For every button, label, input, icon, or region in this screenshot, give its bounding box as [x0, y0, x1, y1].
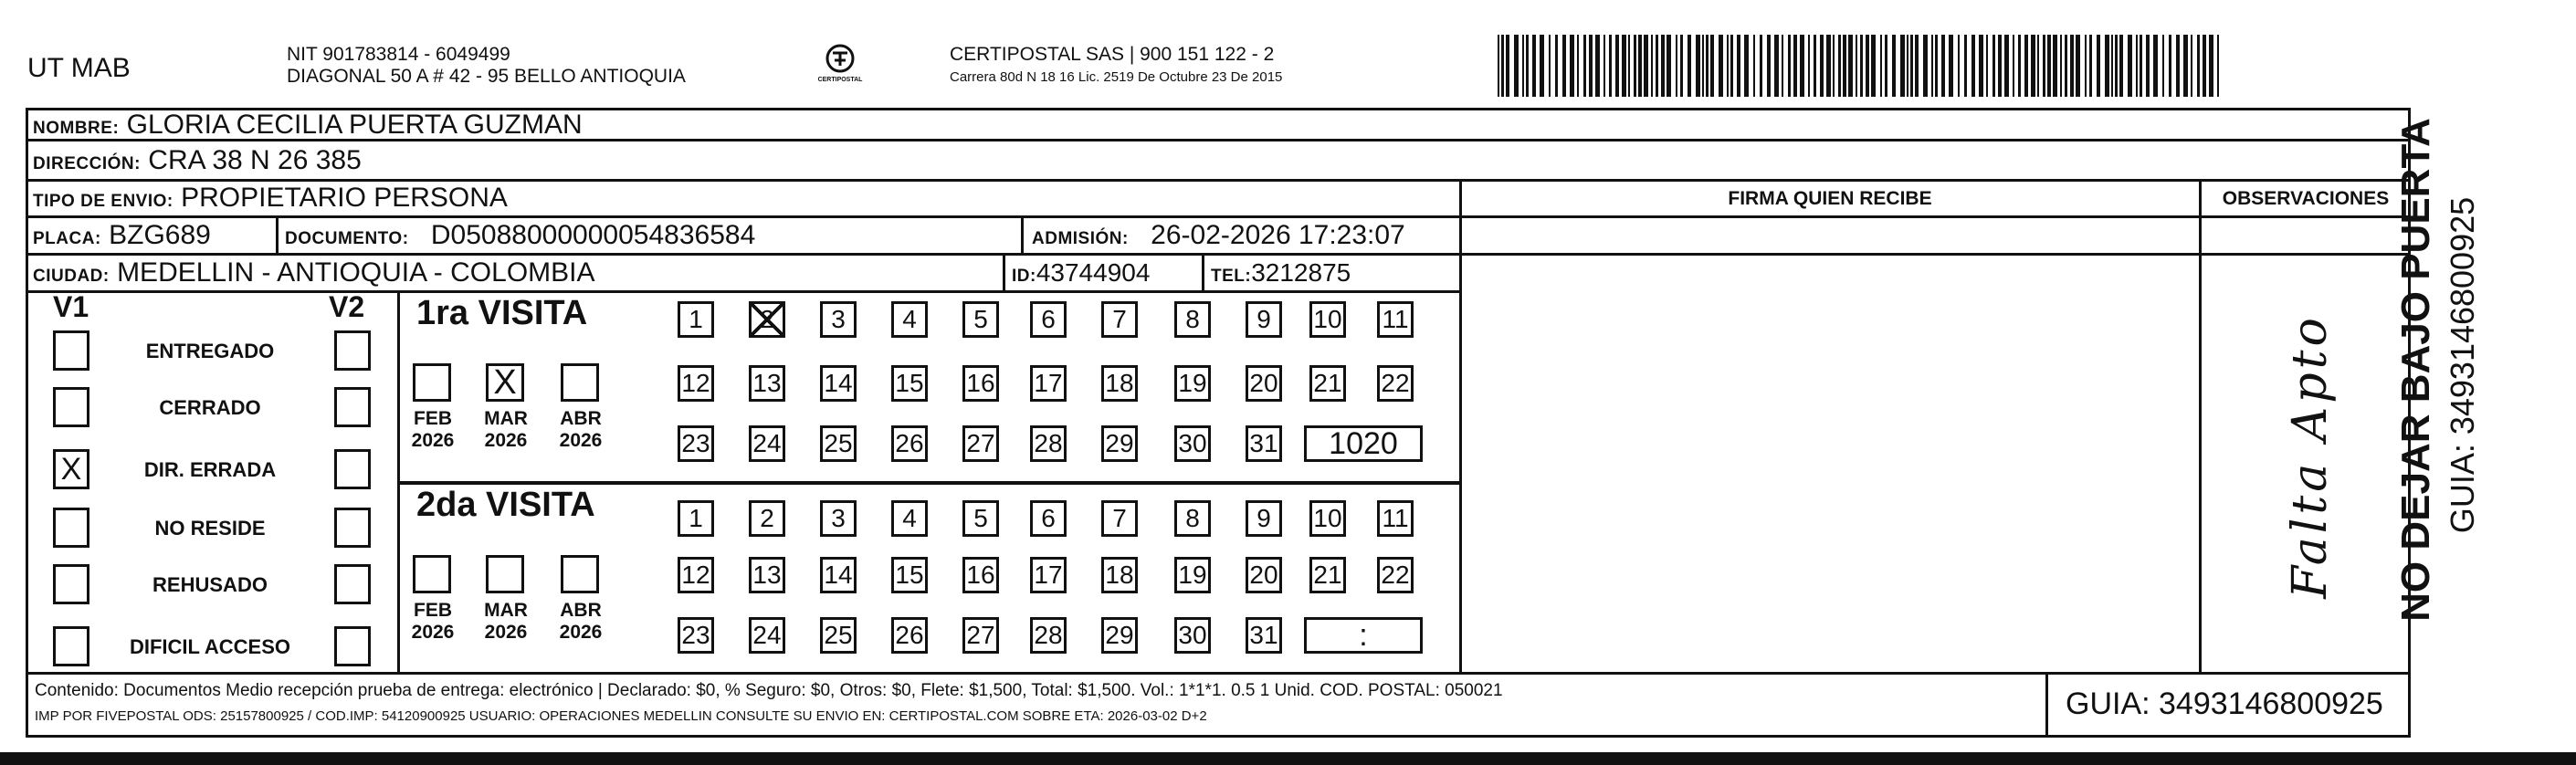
- barcode-bar: [1634, 35, 1636, 97]
- status-v1-checkbox[interactable]: [53, 330, 89, 371]
- day-box[interactable]: 30: [1174, 425, 1211, 462]
- day-box[interactable]: 23: [678, 425, 714, 462]
- day-box[interactable]: 20: [1246, 365, 1282, 402]
- barcode-bar: [2183, 35, 2188, 97]
- day-box[interactable]: 11: [1377, 301, 1414, 338]
- barcode-bar: [1522, 35, 1524, 97]
- day-box[interactable]: 9: [1246, 500, 1282, 537]
- day-box[interactable]: 2: [749, 500, 785, 537]
- observaciones-header: OBSERVACIONES: [2222, 188, 2390, 209]
- barcode-bar: [2217, 35, 2219, 97]
- month-year: 2026: [484, 430, 528, 451]
- status-v1-checkbox[interactable]: [53, 387, 89, 427]
- day-box[interactable]: 14: [820, 557, 857, 593]
- barcode-bar: [1526, 35, 1529, 97]
- barcode-bar: [2115, 35, 2118, 97]
- barcode-bar: [1833, 35, 1835, 97]
- day-box[interactable]: 4: [891, 500, 928, 537]
- barcode-bar: [1880, 35, 1882, 97]
- barcode-bar: [2060, 35, 2062, 97]
- barcode-bar: [1871, 35, 1876, 97]
- day-box[interactable]: 25: [820, 425, 857, 462]
- barcode-bar: [1838, 35, 1841, 97]
- barcode-bar: [1532, 35, 1536, 97]
- status-v2-checkbox[interactable]: [334, 508, 371, 548]
- barcode-bar: [2169, 35, 2171, 97]
- visit1-title: 1ra VISITA: [416, 294, 588, 332]
- barcode-bar: [2191, 35, 2192, 97]
- company-nit: NIT 901783814 - 6049499: [287, 44, 510, 65]
- barcode-bar: [1782, 35, 1783, 97]
- barcode-bar: [1964, 35, 1967, 97]
- month-label: FEB: [414, 408, 452, 429]
- barcode-bar: [1826, 35, 1831, 97]
- day-box[interactable]: 7: [1101, 301, 1138, 338]
- admision-label: ADMISIÓN:: [1032, 229, 1129, 248]
- day-box[interactable]: 19: [1174, 557, 1211, 593]
- barcode-bar: [2105, 35, 2109, 97]
- day-box[interactable]: 3: [820, 301, 857, 338]
- barcode-bar: [1885, 35, 1887, 97]
- barcode-bar: [2128, 35, 2132, 97]
- day-box[interactable]: 27: [962, 425, 999, 462]
- day-box[interactable]: 12: [678, 557, 714, 593]
- documento-row: [285, 221, 755, 254]
- barcode: [1498, 35, 2228, 97]
- day-box[interactable]: 5: [962, 500, 999, 537]
- barcode-bar: [2119, 35, 2123, 97]
- tipo-row: [33, 183, 508, 216]
- tipo-label: TIPO DE ENVIO:: [33, 192, 173, 211]
- company-name: UT MAB: [27, 53, 131, 83]
- ciudad-label: CIUDAD:: [33, 267, 110, 286]
- day-box[interactable]: 9: [1246, 301, 1282, 338]
- barcode-bar: [1767, 35, 1771, 97]
- day-box[interactable]: 24: [749, 425, 785, 462]
- day-box[interactable]: 21: [1309, 557, 1346, 593]
- barcode-bar: [2037, 35, 2039, 97]
- barcode-bar: [1910, 35, 1913, 97]
- barcode-bar: [1656, 35, 1658, 97]
- barcode-bar: [1696, 35, 1700, 97]
- barcode-bar: [2070, 35, 2074, 97]
- barcode-bar: [1661, 35, 1665, 97]
- barcode-bar: [2097, 35, 2100, 97]
- barcode-bar: [1971, 35, 1975, 97]
- status-label: ENTREGADO: [145, 340, 275, 362]
- status-v1-checkbox[interactable]: [53, 508, 89, 548]
- month-year: 2026: [559, 622, 603, 643]
- day-box[interactable]: 16: [962, 557, 999, 593]
- barcode-bar: [1680, 35, 1683, 97]
- day-box[interactable]: 31: [1246, 617, 1282, 654]
- day-box[interactable]: 21: [1309, 365, 1346, 402]
- month-year: 2026: [559, 430, 603, 451]
- nombre-row: [33, 110, 583, 143]
- month-label: MAR: [484, 600, 528, 621]
- barcode-bar: [1628, 35, 1630, 97]
- id-value: 43744904: [1036, 258, 1151, 287]
- barcode-bar: [1609, 35, 1612, 97]
- barcode-bar: [1949, 35, 1953, 97]
- day-box[interactable]: 29: [1101, 617, 1138, 654]
- day-box[interactable]: 27: [962, 617, 999, 654]
- day-box[interactable]: 5: [962, 301, 999, 338]
- barcode-bar: [1998, 35, 2002, 97]
- day-box[interactable]: 1: [678, 301, 714, 338]
- barcode-bar: [2085, 35, 2087, 97]
- barcode-bar: [1506, 35, 1509, 97]
- barcode-bar: [2162, 35, 2164, 97]
- barcode-bar: [2018, 35, 2021, 97]
- day-box[interactable]: 30: [1174, 617, 1211, 654]
- month-label: ABR: [560, 600, 602, 621]
- barcode-bar: [1866, 35, 1869, 97]
- barcode-bar: [1892, 35, 1896, 97]
- day-box[interactable]: 3: [820, 500, 857, 537]
- month-year: 2026: [484, 622, 528, 643]
- barcode-bar: [1923, 35, 1928, 97]
- barcode-bar: [2031, 35, 2035, 97]
- barcode-bar: [2140, 35, 2142, 97]
- day-box[interactable]: 28: [1030, 617, 1067, 654]
- barcode-bar: [2024, 35, 2028, 97]
- barcode-bar: [1931, 35, 1933, 97]
- month-checkbox[interactable]: [561, 555, 599, 593]
- day-box[interactable]: 6: [1030, 301, 1067, 338]
- barcode-bar: [1915, 35, 1919, 97]
- placa-row: [33, 221, 211, 254]
- barcode-bar: [1737, 35, 1740, 97]
- barcode-bar: [2053, 35, 2057, 97]
- barcode-bar: [2209, 35, 2213, 97]
- side-guia: [2444, 91, 2480, 639]
- day-box[interactable]: 19: [1174, 365, 1211, 402]
- tel-value: 3212875: [1251, 258, 1351, 287]
- status-v2-checkbox[interactable]: [334, 626, 371, 666]
- status-v2-checkbox[interactable]: [334, 330, 371, 371]
- barcode-bar: [1958, 35, 1960, 97]
- status-label: REHUSADO: [152, 573, 268, 596]
- month-checkbox[interactable]: [413, 555, 451, 593]
- barcode-bar: [1651, 35, 1653, 97]
- barcode-bar: [1622, 35, 1626, 97]
- day-box[interactable]: 7: [1101, 500, 1138, 537]
- ciudad-value: MEDELLIN - ANTIOQUIA - COLOMBIA: [117, 257, 595, 288]
- barcode-bar: [1808, 35, 1810, 97]
- month-year: 2026: [411, 622, 455, 643]
- day-box[interactable]: 26: [891, 617, 928, 654]
- barcode-bar: [1814, 35, 1816, 97]
- day-box[interactable]: 1: [678, 500, 714, 537]
- day-box[interactable]: 22: [1377, 557, 1414, 593]
- day-box[interactable]: 16: [962, 365, 999, 402]
- barcode-bar: [1615, 35, 1619, 97]
- placa-label: PLACA:: [33, 229, 101, 248]
- tel-row: [1211, 258, 1351, 291]
- tipo-value: PROPIETARIO PERSONA: [181, 183, 508, 213]
- barcode-bar: [1719, 35, 1723, 97]
- day-box[interactable]: 15: [891, 365, 928, 402]
- time-box[interactable]: 1020: [1304, 425, 1423, 462]
- barcode-bar: [1676, 35, 1677, 97]
- day-box[interactable]: 20: [1246, 557, 1282, 593]
- carrier-license: Carrera 80d N 18 16 Lic. 2519 De Octubre 23 De 2015: [950, 69, 1283, 85]
- barcode-bar: [2089, 35, 2092, 97]
- logo-icon: [813, 40, 867, 91]
- barcode-bar: [1788, 35, 1791, 97]
- day-box[interactable]: 18: [1101, 557, 1138, 593]
- barcode-bar: [2013, 35, 2014, 97]
- barcode-bar: [2065, 35, 2067, 97]
- day-box[interactable]: 12: [678, 365, 714, 402]
- barcode-bar: [2004, 35, 2009, 97]
- barcode-bar: [2176, 35, 2180, 97]
- barcode-bar: [1603, 35, 1605, 97]
- status-v2-checkbox[interactable]: [334, 387, 371, 427]
- company-address: DIAGONAL 50 A # 42 - 95 BELLO ANTIOQUIA: [287, 66, 686, 87]
- visit2-title: 2da VISITA: [416, 486, 595, 524]
- month-label: FEB: [414, 600, 452, 621]
- barcode-bar: [1706, 35, 1709, 97]
- status-v1-checkbox[interactable]: [53, 564, 89, 604]
- barcode-bar: [1540, 35, 1544, 97]
- status-v2-checkbox[interactable]: [334, 564, 371, 604]
- day-box[interactable]: 4: [891, 301, 928, 338]
- status-v1-checkbox[interactable]: X: [53, 449, 89, 489]
- day-box[interactable]: 11: [1377, 500, 1414, 537]
- month-checkbox[interactable]: [413, 363, 451, 402]
- day-box[interactable]: 13: [749, 365, 785, 402]
- barcode-bar: [1843, 35, 1846, 97]
- barcode-bar: [1941, 35, 1945, 97]
- status-label: DIR. ERRADA: [143, 458, 277, 481]
- handwritten-observation: [2283, 310, 2338, 603]
- barcode-bar: [1555, 35, 1558, 97]
- day-box[interactable]: 8: [1174, 301, 1211, 338]
- barcode-bar: [2197, 35, 2200, 97]
- status-label: CERRADO: [159, 396, 261, 419]
- day-box[interactable]: 24: [749, 617, 785, 654]
- barcode-bar: [1667, 35, 1671, 97]
- month-year: 2026: [411, 430, 455, 451]
- day-box[interactable]: 10: [1309, 500, 1346, 537]
- barcode-bar: [1793, 35, 1797, 97]
- footer-line1: Contenido: Documentos Medio recepción prueba de entrega: electrónico | Declarado: $0, % Seguro: $0, Otros: $0, Flete: $1,500, Total: $1,500. Vol.: 1*1*1. 0.5 1 Unid. COD. POSTAL: 050021: [35, 681, 1503, 700]
- ciudad-row: [33, 258, 595, 291]
- tel-label: TEL:: [1211, 267, 1252, 286]
- day-box[interactable]: 22: [1377, 365, 1414, 402]
- barcode-bar: [1744, 35, 1749, 97]
- day-box[interactable]: 31: [1246, 425, 1282, 462]
- logo-text: CERTIPOSTAL: [817, 77, 863, 83]
- footer-line2: IMP POR FIVEPOSTAL ODS: 25157800925 / COD.IMP: 54120900925 USUARIO: OPERACIONES MEDELLIN CONSULTE SU ENVIO EN: CERTIPOSTAL.COM SOBRE ETA: 2026-03-02 D+2: [35, 708, 1207, 724]
- status-v2-checkbox[interactable]: [334, 449, 371, 489]
- month-checkbox[interactable]: X: [486, 363, 524, 402]
- admision-row: [1032, 221, 1405, 254]
- barcode-bar: [1800, 35, 1804, 97]
- day-box[interactable]: 6: [1030, 500, 1067, 537]
- barcode-bar: [1577, 35, 1579, 97]
- day-box[interactable]: 17: [1030, 365, 1067, 402]
- day-box[interactable]: 18: [1101, 365, 1138, 402]
- handwritten-observation-text: Falta Apto: [2283, 314, 2338, 599]
- barcode-bar: [2203, 35, 2206, 97]
- day-box[interactable]: 15: [891, 557, 928, 593]
- side-guia-text: GUIA: 3493146800925: [2444, 196, 2481, 534]
- month-checkbox[interactable]: [486, 555, 524, 593]
- barcode-bar: [2111, 35, 2113, 97]
- barcode-bar: [1856, 35, 1857, 97]
- barcode-bar: [1753, 35, 1755, 97]
- v1-header: V1: [53, 290, 89, 323]
- status-label: DIFICIL ACCESO: [129, 635, 290, 658]
- barcode-bar: [1710, 35, 1714, 97]
- barcode-bar: [1727, 35, 1729, 97]
- barcode-bar: [1820, 35, 1824, 97]
- day-box[interactable]: 28: [1030, 425, 1067, 462]
- barcode-bar: [1702, 35, 1704, 97]
- status-v1-checkbox[interactable]: [53, 626, 89, 666]
- nombre-value: GLORIA CECILIA PUERTA GUZMAN: [126, 110, 583, 140]
- id-row: [1012, 258, 1150, 291]
- barcode-bar: [1860, 35, 1863, 97]
- barcode-bar: [1498, 35, 1499, 97]
- barcode-bar: [2153, 35, 2158, 97]
- side-warning: [2393, 96, 2439, 644]
- footer-guia: GUIA: 3493146800925: [2066, 686, 2383, 721]
- barcode-bar: [1514, 35, 1519, 97]
- barcode-bar: [1638, 35, 1642, 97]
- barcode-bar: [1979, 35, 1983, 97]
- day-box-marked[interactable]: 2: [749, 301, 785, 338]
- barcode-bar: [1935, 35, 1938, 97]
- barcode-bar: [1583, 35, 1586, 97]
- day-box[interactable]: 23: [678, 617, 714, 654]
- bottom-edge: [0, 752, 2576, 765]
- day-box[interactable]: 13: [749, 557, 785, 593]
- barcode-bar: [1730, 35, 1733, 97]
- day-box[interactable]: 17: [1030, 557, 1067, 593]
- time-box[interactable]: :: [1304, 617, 1423, 654]
- day-box[interactable]: 8: [1174, 500, 1211, 537]
- carrier-name: CERTIPOSTAL SAS | 900 151 122 - 2: [950, 44, 1275, 65]
- placa-value: BZG689: [109, 220, 211, 250]
- firma-header: FIRMA QUIEN RECIBE: [1728, 188, 1932, 209]
- nombre-label: NOMBRE:: [33, 119, 120, 138]
- barcode-bar: [1907, 35, 1908, 97]
- barcode-bar: [1589, 35, 1593, 97]
- day-box[interactable]: 10: [1309, 301, 1346, 338]
- barcode-bar: [1760, 35, 1762, 97]
- barcode-bar: [1848, 35, 1853, 97]
- id-label: ID:: [1012, 267, 1036, 286]
- month-label: MAR: [484, 408, 528, 429]
- day-box[interactable]: 26: [891, 425, 928, 462]
- direccion-row: [33, 146, 362, 179]
- v2-header: V2: [329, 290, 365, 323]
- barcode-bar: [1992, 35, 1995, 97]
- barcode-bar: [1900, 35, 1905, 97]
- side-warning-text: NO DEJAR BAJO PUERTA: [2393, 118, 2438, 622]
- certipostal-logo: [813, 40, 867, 91]
- barcode-bar: [1595, 35, 1600, 97]
- barcode-bar: [1644, 35, 1648, 97]
- direccion-value: CRA 38 N 26 385: [148, 145, 362, 175]
- day-box[interactable]: 25: [820, 617, 857, 654]
- barcode-bar: [1562, 35, 1566, 97]
- month-label: ABR: [560, 408, 602, 429]
- barcode-bar: [1986, 35, 1988, 97]
- barcode-bar: [1774, 35, 1779, 97]
- status-label: NO RESIDE: [154, 517, 266, 540]
- documento-label: DOCUMENTO:: [285, 229, 409, 248]
- month-checkbox[interactable]: [561, 363, 599, 402]
- barcode-bar: [1549, 35, 1551, 97]
- barcode-bar: [2047, 35, 2051, 97]
- day-box[interactable]: 29: [1101, 425, 1138, 462]
- direccion-label: DIRECCIÓN:: [33, 154, 141, 173]
- barcode-bar: [1501, 35, 1504, 97]
- admision-value: 26-02-2026 17:23:07: [1151, 220, 1405, 250]
- barcode-bar: [2043, 35, 2045, 97]
- documento-value: D05088000000054836584: [430, 220, 756, 250]
- barcode-bar: [1688, 35, 1691, 97]
- barcode-bar: [2146, 35, 2150, 97]
- day-box[interactable]: 14: [820, 365, 857, 402]
- barcode-bar: [2136, 35, 2138, 97]
- barcode-bar: [2076, 35, 2080, 97]
- barcode-bar: [1570, 35, 1574, 97]
